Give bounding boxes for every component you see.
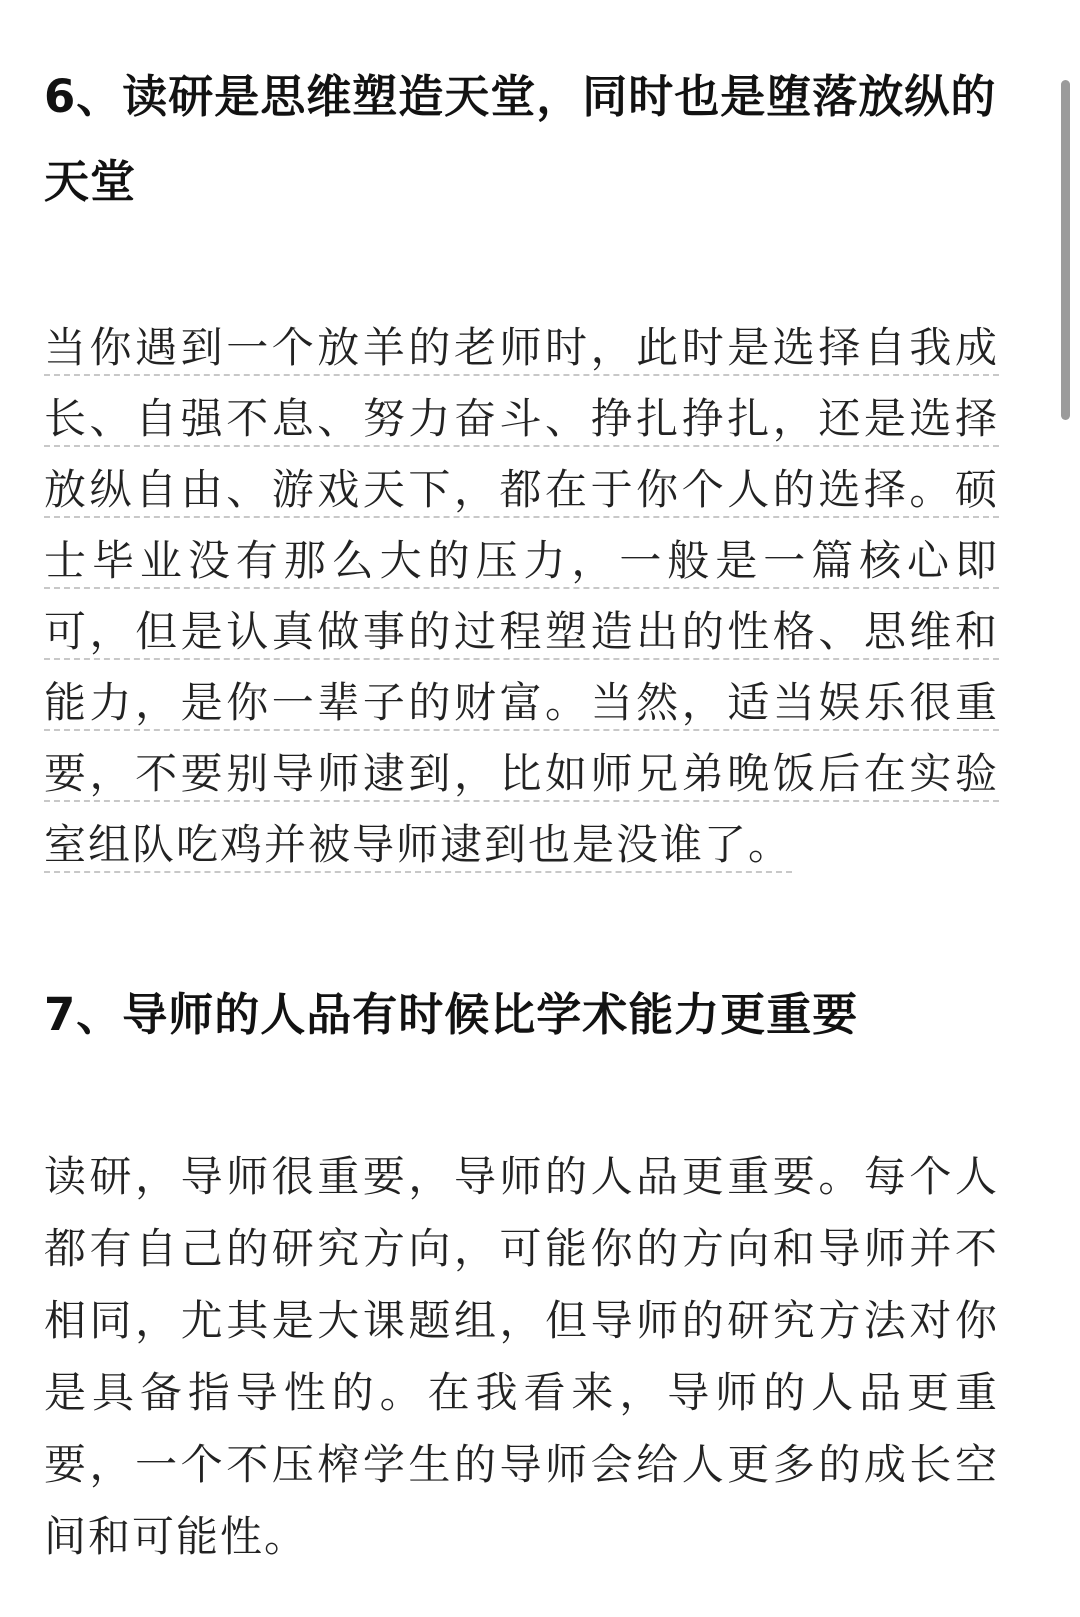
section-7-title: 7、导师的人品有时候比学术能力更重要 [44,988,859,1041]
vertical-scrollbar[interactable] [1061,80,1070,420]
article-content [44,54,999,1573]
section-6-title: 6、读研是思维塑造天堂，同时也是堕落放纵的天堂 [44,70,997,208]
section-6-paragraph [44,312,999,880]
section-7-paragraph: 读研，导师很重要，导师的人品更重要。每个人都有自己的研究方向，可能你的方向和导师并不相同，尤其是大课题组，但导师的研究方法对你是具备指导性的。在我看来，导师的人品更重要，一个不压榨学生的导师会给人更多的成长空间和可能性。 [44,1152,999,1561]
section-6-paragraph-text: 当你遇到一个放羊的老师时，此时是选择自我成长、自强不息、努力奋斗、挣扎挣扎，还是选择放纵自由、游戏天下，都在于你个人的选择。硕士毕业没有那么大的压力，一般是一篇核心即可，但是认真做事的过程塑造出的性格、思维和能力，是你一辈子的财富。当然，适当娱乐很重要，不要别导师逮到，比如师兄弟晚饭后在实验室组队吃鸡并被导师逮到也是没谁了。 [44,323,999,869]
